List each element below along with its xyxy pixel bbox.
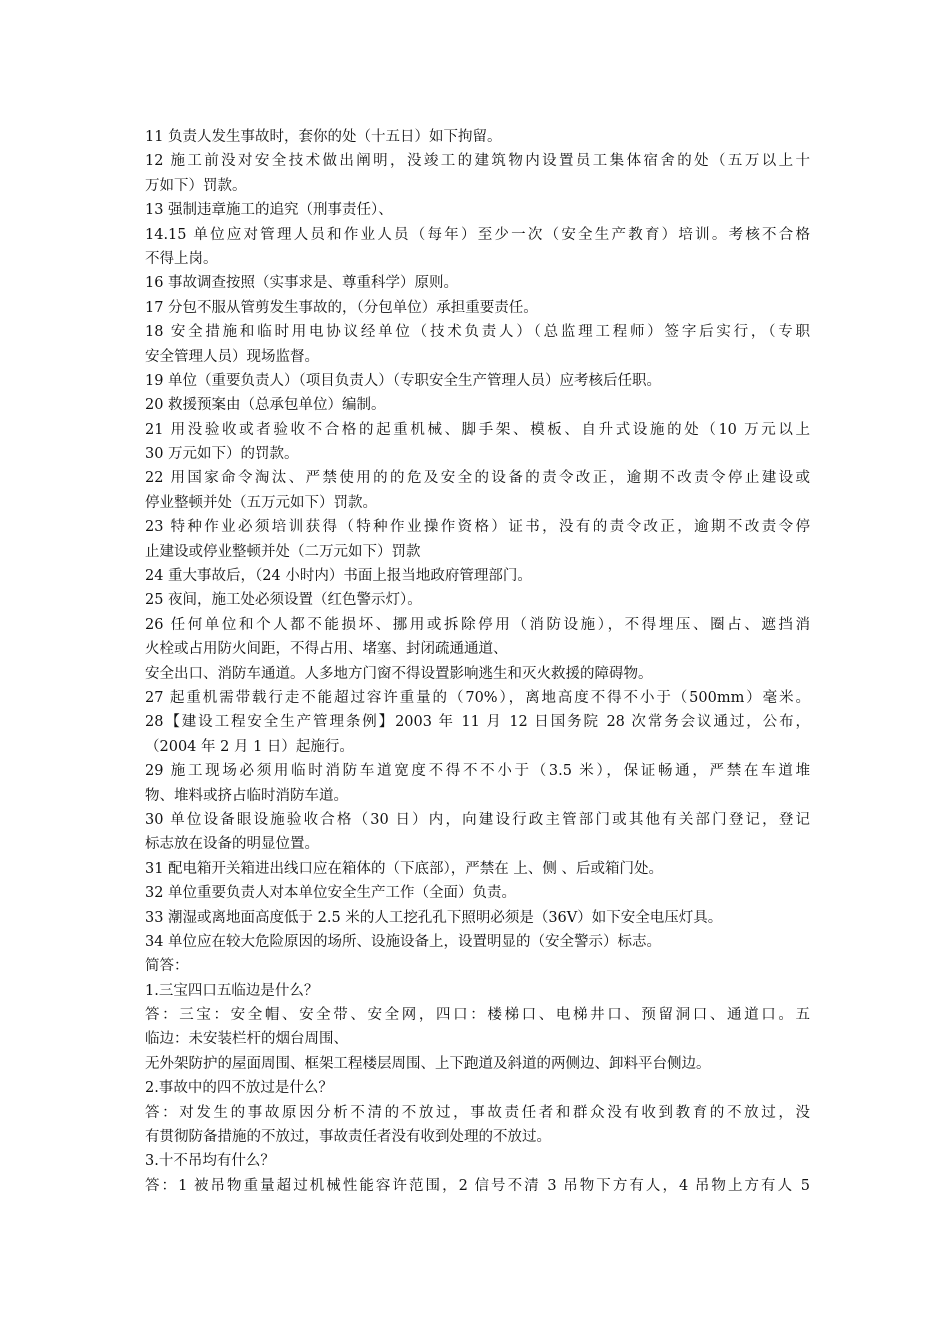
text-line: 26 任何单位和个人都不能损坏、挪用或拆除停用（消防设施），不得埋压、圈占、遮挡消 — [145, 616, 810, 633]
text-line: 27 起重机需带载行走不能超过容许重量的（70%），离地高度不得不小于（500mm）毫米。 — [145, 689, 810, 706]
text-line: 答：对发生的事故原因分析不清的不放过，事故责任者和群众没有收到教育的不放过，没 — [145, 1104, 810, 1121]
document-body — [145, 125, 810, 1198]
text-line: 18 安全措施和临时用电协议经单位（技术负责人）（总监理工程师）签字后实行，（专职 — [145, 324, 810, 341]
text-line: 简答： — [145, 958, 189, 975]
text-line: 20 救援预案由（总承包单位）编制。 — [145, 397, 386, 414]
text-line: 无外架防护的屋面周围、框架工程楼层周围、上下跑道及斜道的两侧边、卸料平台侧边。 — [145, 1055, 711, 1072]
text-line: 34 单位应在较大危险原因的场所、设施设备上，设置明显的（安全警示）标志。 — [145, 933, 662, 950]
text-line: 16 事故调查按照（实事求是、尊重科学）原则。 — [145, 275, 459, 292]
text-line: 不得上岗。 — [145, 250, 218, 267]
text-line: 24 重大事故后，（24 小时内）书面上报当地政府管理部门。 — [145, 568, 532, 585]
text-line: 29 施工现场必须用临时消防车道宽度不得不不小于（3.5 米），保证畅通，严禁在车道堆 — [145, 763, 810, 780]
text-line: 25 夜间，施工处必须设置（红色警示灯）。 — [145, 592, 422, 609]
text-line: （2004 年 2 月 1 日）起施行。 — [145, 738, 354, 755]
text-line: 安全出口、消防车通道。人多地方门窗不得设置影响逃生和灭火救援的障碍物。 — [145, 665, 653, 682]
text-line: 30 单位设备眼设施验收合格（30 日）内，向建设行政主管部门或其他有关部门登记，登记 — [145, 811, 810, 828]
text-line: 30 万元如下）的罚款。 — [145, 446, 299, 463]
text-line: 11 负责人发生事故时，套你的处（十五日）如下拘留。 — [145, 129, 502, 145]
text-line: 17 分包不服从管剪发生事故的，（分包单位）承担重要责任。 — [145, 299, 538, 316]
text-line: 31 配电箱开关箱进出线口应在箱体的（下底部），严禁在 上、侧 、后或箱门处。 — [145, 860, 664, 877]
text-line: 14.15 单位应对管理人员和作业人员（每年）至少一次（安全生产教育）培训。考核不合格 — [145, 226, 810, 243]
text-line: 火栓或占用防火间距，不得占用、堵塞、封闭疏通通道、 — [145, 641, 508, 658]
text-line: 标志放在设备的明显位置。 — [145, 836, 319, 853]
text-line: 3.十不吊均有什么？ — [145, 1153, 275, 1170]
text-line: 有贯彻防备措施的不放过，事故责任者没有收到处理的不放过。 — [145, 1129, 551, 1146]
text-line: 2.事故中的四不放过是什么？ — [145, 1080, 333, 1097]
text-line: 万如下）罚款。 — [145, 177, 247, 194]
text-line: 答：1 被吊物重量超过机械性能容许范围，2 信号不清 3 吊物下方有人，4 吊物上方有人 5 — [145, 1177, 810, 1194]
text-line: 22 用国家命令淘汰、严禁使用的的危及安全的设备的责令改正，逾期不改责令停止建设或 — [145, 470, 810, 487]
text-line: 13 强制违章施工的追究（刑事责任）、 — [145, 202, 393, 219]
text-line: 12 施工前没对安全技术做出阐明，没竣工的建筑物内设置员工集体宿舍的处（五万以上十 — [145, 153, 810, 170]
text-line: 23 特种作业必须培训获得（特种作业操作资格）证书，没有的责令改正，逾期不改责令停 — [145, 519, 810, 536]
text-line: 32 单位重要负责人对本单位安全生产工作（全面）负责。 — [145, 885, 517, 902]
text-line: 答：三宝：安全帽、安全带、安全网，四口：楼梯口、电梯井口、预留洞口、通道口。五 — [145, 1007, 810, 1024]
text-line: 33 潮湿或离地面高度低于 2.5 米的人工挖孔孔下照明必须是（36V）如下安全电压灯具。 — [145, 909, 723, 926]
text-line: 止建设或停业整顿并处（二万元如下）罚款 — [145, 543, 421, 560]
text-line: 19 单位（重要负责人）（项目负责人）（专职安全生产管理人员）应考核后任职。 — [145, 372, 662, 389]
text-line: 安全管理人员）现场监督。 — [145, 348, 319, 365]
text-line: 临边：未安装栏杆的烟台周围、 — [145, 1031, 348, 1048]
text-line: 28【建设工程安全生产管理条例】2003 年 11 月 12 日国务院 28 次常务会议通过，公布， — [145, 714, 810, 731]
text-line: 21 用没验收或者验收不合格的起重机械、脚手架、模板、自升式设施的处（10 万元以上 — [145, 421, 810, 438]
text-line: 1.三宝四口五临边是什么？ — [145, 982, 319, 999]
text-line: 物、堆料或挤占临时消防车道。 — [145, 787, 348, 804]
text-line: 停业整顿并处（五万元如下）罚款。 — [145, 494, 377, 511]
